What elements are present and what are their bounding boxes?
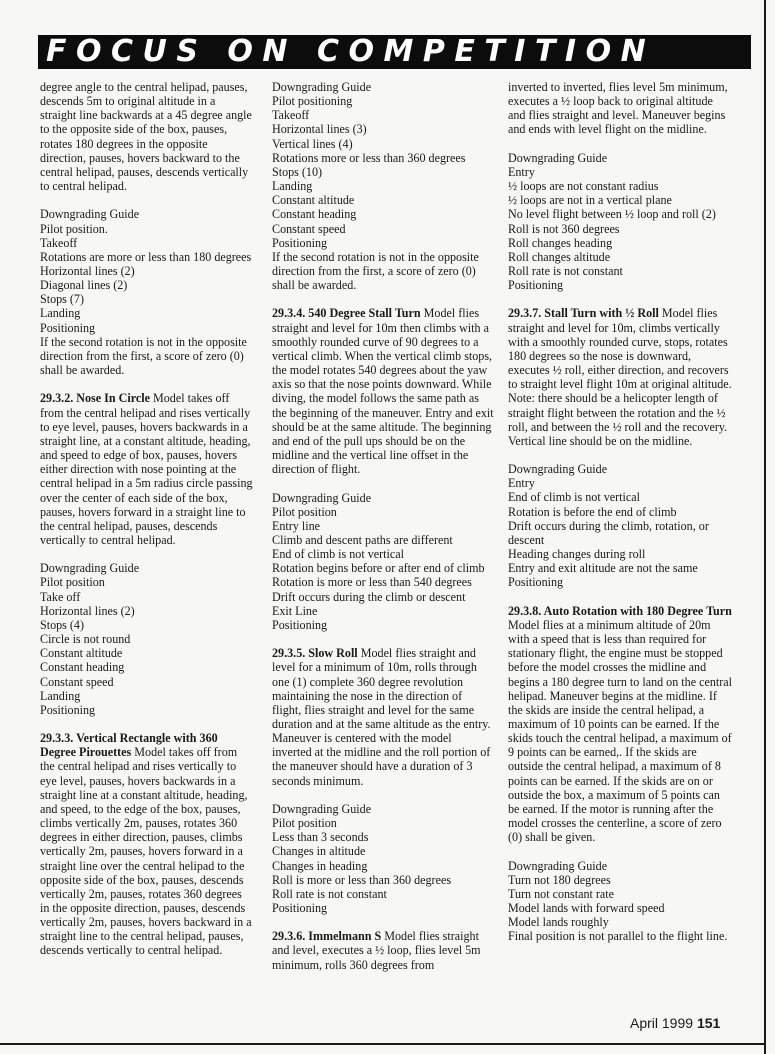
downgrading-guide: [272, 80, 494, 292]
guide-item: Rotations are more or less than 180 degrees: [40, 249, 252, 264]
guide-item: Horizontal lines (3): [272, 122, 367, 137]
guide-item: Rotation is before the end of climb: [508, 504, 677, 519]
guide-item: Landing: [272, 179, 313, 194]
maneuver-description: Model flies at a minimum altitude of 20m with a speed that is less than required for stationary flight, the engine must be stopped before the model crosses the midline and begins a 180 degree turn to land on the central helipad. Maneuver begins at the midline. If the skids are inside the central helipad, a maximum of 10 points can be earned. If the skids touch the central helipad, a maximum of 9 points can be earned,. If the skids are outside the central helipad, a maximum of 8 points can be earned. If the skids are on or outside the box, a maximum of 5 points can be earned. If the motor is running after the model crosses the centerline, a score of zero (0) shall be given.: [508, 617, 732, 845]
guide-item: Entry: [508, 164, 535, 179]
maneuver-heading: 29.3.8. Auto Rotation with 180 Degree Turn: [508, 603, 732, 618]
guide-item: Roll is not 360 degrees: [508, 221, 620, 236]
banner-title: FOCUS ON COMPETITION: [46, 34, 656, 69]
page-border-bottom: [0, 1043, 766, 1045]
guide-item: Constant heading: [272, 207, 357, 222]
guide-item: Stops (7): [40, 292, 85, 307]
guide-item: Less than 3 seconds: [272, 830, 369, 845]
guide-item: Constant altitude: [40, 646, 123, 661]
guide-item: Positioning: [508, 575, 564, 590]
maneuver-heading: 29.3.7. Stall Turn with ½ Roll: [508, 306, 659, 321]
continued-paragraph: degree angle to the central helipad, pauses, descends 5m to original altitude in a straight line backwards at a 45 degree angle to the opposite side of the box, pauses, rotates 180 degrees in the opposite direction, pauses, hovers backward to the central helipad, pauses, descends vertically to central helipad.: [40, 80, 252, 194]
guide-item: Roll rate is not constant: [272, 886, 387, 901]
maneuver-heading: 29.3.4. 540 Degree Stall Turn: [272, 306, 421, 321]
guide-item: Turn not 180 degrees: [508, 872, 611, 887]
maneuver-description: Model flies straight and level for 10m then climbs with a smoothly rounded curve of 90 degrees to a vertical climb. When the vertical climb stops, the model rotates 540 degrees about the yaw axis so that the nose points downward. While diving, the model follows the same path as the beginning of the maneuver. Entry and exit should be at the same altitude. The beginning and end of the pull ups should be on the midline and the vertical line offset in the direction of flight.: [272, 306, 494, 477]
maneuver-29-3-2: [40, 391, 254, 547]
guide-item: Entry: [508, 476, 535, 491]
guide-item: Entry line: [272, 518, 321, 533]
maneuver-heading: 29.3.5. Slow Roll: [272, 646, 358, 661]
continued-paragraph: inverted to inverted, flies level 5m minimum, executes a ½ loop back to original altitude and flies straight and level. Maneuver begins and ends with level flight on the midline.: [508, 80, 728, 137]
maneuver-29-3-3: [40, 731, 254, 958]
guide-item: Positioning: [272, 235, 328, 250]
guide-item: Positioning: [508, 278, 564, 293]
guide-item: Roll rate is not constant: [508, 264, 623, 279]
guide-item: If the second rotation is not in the opposite direction from the first, a score of zero (0) shall be awarded.: [40, 334, 247, 378]
guide-item: Take off: [40, 589, 81, 604]
guide-item: Rotation begins before or after end of climb: [272, 561, 485, 576]
guide-item: Constant speed: [272, 221, 346, 236]
guide-item: End of climb is not vertical: [508, 490, 640, 505]
maneuver-description: Model flies straight and level for a minimum of 10m, rolls through one (1) complete 360 degree revolution maintaining the nose in the direction of flight, flies straight and level for the same duration and at the same altitude as the entry. Maneuver is centered with the model inverted at the midline and the roll portion of the maneuver should have a duration of 3 seconds minimum.: [272, 646, 491, 788]
guide-item: Model lands roughly: [508, 915, 609, 930]
guide-item: Constant speed: [40, 674, 114, 689]
guide-item: Changes in altitude: [272, 844, 366, 859]
guide-item: Positioning: [40, 702, 96, 717]
guide-item: Pilot position: [272, 504, 337, 519]
guide-item: Drift occurs during the climb, rotation, or descent: [508, 518, 709, 547]
guide-item: Final position is not parallel to the flight line.: [508, 929, 728, 944]
page-border-right: [764, 0, 766, 1054]
guide-item: Horizontal lines (2): [40, 603, 135, 618]
guide-item: Climb and descent paths are different: [272, 532, 453, 547]
guide-item: Model lands with forward speed: [508, 900, 665, 915]
guide-item: Takeoff: [272, 108, 310, 123]
maneuver-29-3-8: [508, 604, 733, 845]
guide-item: Changes in heading: [272, 858, 368, 873]
guide-item: Drift occurs during the climb or descent: [272, 589, 466, 604]
issue-date: April 1999: [630, 1015, 694, 1031]
downgrading-guide: [40, 207, 254, 377]
guide-item: Horizontal lines (2): [40, 264, 135, 279]
downgrading-guide: [272, 802, 494, 915]
guide-item: Constant altitude: [272, 193, 355, 208]
page-footer: [630, 1015, 720, 1031]
guide-item: Takeoff: [40, 235, 78, 250]
downgrading-guide: [272, 491, 494, 633]
maneuver-29-3-6: [272, 929, 494, 971]
page-number: 151: [696, 1015, 721, 1031]
maneuver-heading: 29.3.2. Nose In Circle: [40, 391, 150, 406]
guide-item: Roll changes heading: [508, 235, 613, 250]
guide-heading: Downgrading Guide: [508, 462, 608, 477]
guide-item: Roll changes altitude: [508, 249, 611, 264]
downgrading-guide: [508, 151, 733, 293]
guide-item: Positioning: [40, 320, 96, 335]
guide-item: Vertical lines (4): [272, 136, 353, 151]
maneuver-29-3-7: [508, 306, 733, 448]
guide-item: End of climb is not vertical: [272, 547, 404, 562]
downgrading-guide: [508, 859, 733, 944]
maneuver-description: Model takes off from the central helipad and rises vertically to eye level, pauses, hovers backwards in a straight line, at a constant altitude, heading, and speed to edge of box, pauses, hovers either direction with nose pointing at the central helipad in a 5m radius circle passing over the center of each side of the box, pauses, hovers forward in a straight line to the central helipad, pauses, descends vertically to central helipad.: [40, 391, 253, 547]
guide-item: ½ loops are not constant radius: [508, 179, 659, 194]
guide-heading: Downgrading Guide: [40, 207, 140, 222]
guide-item: Positioning: [272, 617, 328, 632]
downgrading-guide: [40, 561, 254, 717]
guide-item: Pilot position: [40, 575, 105, 590]
guide-item: Stops (4): [40, 617, 85, 632]
downgrading-guide: [508, 462, 733, 589]
guide-item: Pilot position.: [40, 221, 108, 236]
guide-item: Constant heading: [40, 660, 125, 675]
guide-item: Pilot position: [272, 816, 337, 831]
guide-item: Entry and exit altitude are not the same: [508, 561, 698, 576]
maneuver-heading: 29.3.6. Immelmann S: [272, 929, 382, 944]
guide-item: Roll is more or less than 360 degrees: [272, 872, 452, 887]
guide-item: Turn not constant rate: [508, 886, 615, 901]
guide-item: Stops (10): [272, 164, 323, 179]
guide-item: Positioning: [272, 901, 328, 915]
maneuver-heading: 29.3.3. Vertical Rectangle with 360 Degree Pirouettes: [40, 731, 218, 760]
maneuver-description: Model takes off from the central helipad and rises vertically to eye level, pauses, hovers backwards in a straight line at a constant altitude, heading, and speed, to the edge of the box, pauses, climbs vertically 2m, pauses, rotates 360 degrees in either direction, pauses, climbs vertically 2m, pauses, hovers forward in a straight line over the central helipad to the opposite side of the box, pauses, descends vertically 2m, pauses, rotates 360 degrees in the opposite direction, pauses, descends vertically 2m, pauses, hovers backward in a straight line to the central helipad, pauses, descends vertically to central helipad.: [40, 745, 252, 958]
guide-heading: Downgrading Guide: [272, 801, 372, 816]
guide-heading: Downgrading Guide: [272, 80, 372, 94]
guide-item: Landing: [40, 306, 81, 321]
column-middle: [272, 80, 494, 986]
guide-item: Heading changes during roll: [508, 547, 646, 562]
guide-heading: Downgrading Guide: [508, 150, 608, 165]
guide-heading: Downgrading Guide: [40, 561, 140, 576]
guide-item: No level flight between ½ loop and roll (2): [508, 207, 716, 222]
section-banner: [38, 35, 751, 69]
guide-item: Pilot positioning: [272, 94, 353, 109]
guide-item: Circle is not round: [40, 632, 131, 647]
guide-item: ½ loops are not in a vertical plane: [508, 193, 672, 208]
guide-item: Rotations more or less than 360 degrees: [272, 150, 466, 165]
maneuver-29-3-5: [272, 646, 494, 788]
maneuver-29-3-4: [272, 306, 494, 476]
column-right: [508, 80, 733, 958]
guide-item: Rotation is more or less than 540 degrees: [272, 575, 472, 590]
maneuver-description: Model flies straight and level for 10m, climbs vertically with a smoothly rounded curve, stops, rotates 180 degrees so the nose is downward, executes ½ roll, either direction, and recovers to straight level flight 10m at original altitude. Note: there should be a helicopter length of straight flight between the rotation and the ½ roll, and between the ½ roll and the recovery. Vertical line should be on the midline.: [508, 306, 732, 448]
maneuver-description: Model flies straight and level, executes a ½ loop, flies level 5m minimum, rolls 360 degrees from: [272, 929, 481, 972]
guide-heading: Downgrading Guide: [272, 490, 372, 505]
column-left: [40, 80, 254, 972]
guide-item: Diagonal lines (2): [40, 278, 128, 293]
guide-item: If the second rotation is not in the opposite direction from the first, a score of zero (0) shall be awarded.: [272, 249, 479, 293]
guide-heading: Downgrading Guide: [508, 858, 608, 873]
guide-item: Landing: [40, 688, 81, 703]
guide-item: Exit Line: [272, 603, 318, 618]
